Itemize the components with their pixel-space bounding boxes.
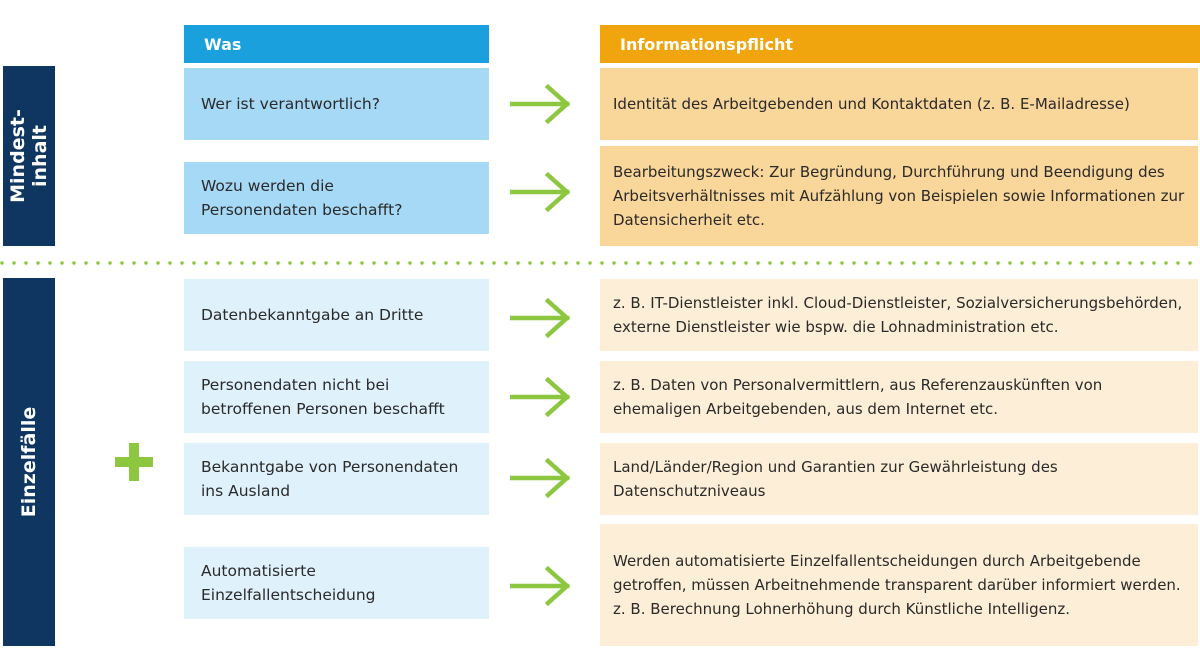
arrow-right-icon xyxy=(510,377,572,417)
arrow-right-icon xyxy=(510,84,572,124)
arrow-right-icon xyxy=(510,172,572,212)
info-cell-dritte xyxy=(600,279,1198,351)
was-cell-zweck xyxy=(184,162,489,234)
was-text: Automatisierte Einzelfallentscheidung xyxy=(201,562,376,604)
was-cell-automatisierte-entscheidung xyxy=(184,547,489,619)
was-text: Wer ist verantwortlich? xyxy=(201,95,380,113)
was-header-label: Was xyxy=(204,34,242,54)
arrow-right-icon xyxy=(510,458,572,498)
section-divider-dotted-line xyxy=(0,261,1200,265)
info-text: Identität des Arbeitgebenden und Kontaktdaten (z. B. E-Mailadresse) xyxy=(613,95,1130,113)
info-cell-identitaet xyxy=(600,68,1198,140)
was-cell-verantwortlich xyxy=(184,68,489,140)
was-column-header xyxy=(184,25,489,63)
plus-icon xyxy=(112,440,156,484)
informationspflicht-header-label: Informationspflicht xyxy=(620,34,794,54)
info-cell-bearbeitungszweck xyxy=(600,146,1198,246)
arrow-right-icon xyxy=(510,566,572,606)
info-cell-land-garantien xyxy=(600,443,1198,515)
was-text: Personendaten nicht bei betroffenen Personen beschafft xyxy=(201,376,445,418)
was-text: Bekanntgabe von Personendaten ins Ausland xyxy=(201,458,459,500)
section-label-einzelfaelle xyxy=(3,278,55,646)
arrow-right-icon xyxy=(510,298,572,338)
section-mindestinhalt-line2: inhalt xyxy=(29,125,51,187)
informationspflicht-column-header xyxy=(600,25,1200,63)
info-text: z. B. Daten von Personalvermittlern, aus Referenzauskünften von ehemaligen Arbeitgebenden, aus dem Internet etc. xyxy=(613,376,1103,418)
was-cell-ausland xyxy=(184,443,489,515)
section-label-mindestinhalt xyxy=(3,66,55,246)
info-cell-personalvermittler xyxy=(600,361,1198,433)
info-text: Bearbeitungszweck: Zur Begründung, Durchführung und Beendigung des Arbeitsverhältnisses mit Aufzählung von Beispielen sowie Informationen zur Datensicherheit etc. xyxy=(613,163,1185,229)
info-text: Werden automatisierte Einzelfallentscheidungen durch Arbeitgebende getroffen, müssen Arbeitnehmende transparent darüber informiert werden. z. B. Berechnung Lohnerhöhung durch Künstliche Intelligenz. xyxy=(613,552,1181,618)
info-text: z. B. IT-Dienstleister inkl. Cloud-Dienstleister, Sozialversicherungsbehörden, externe Dienstleister wie bspw. die Lohnadministration etc. xyxy=(613,294,1183,336)
was-cell-nicht-bei-betroffenen xyxy=(184,361,489,433)
info-cell-automatisierte-entscheidung xyxy=(600,524,1198,646)
was-cell-datenbekanntgabe-dritte xyxy=(184,279,489,351)
info-text: Land/Länder/Region und Garantien zur Gewährleistung des Datenschutzniveaus xyxy=(613,458,1058,500)
section-mindestinhalt-line1: Mindest- xyxy=(7,109,29,203)
was-text: Datenbekanntgabe an Dritte xyxy=(201,306,424,324)
section-einzelfaelle-label: Einzelfälle xyxy=(18,406,41,518)
was-text: Wozu werden die Personendaten beschafft? xyxy=(201,177,403,219)
